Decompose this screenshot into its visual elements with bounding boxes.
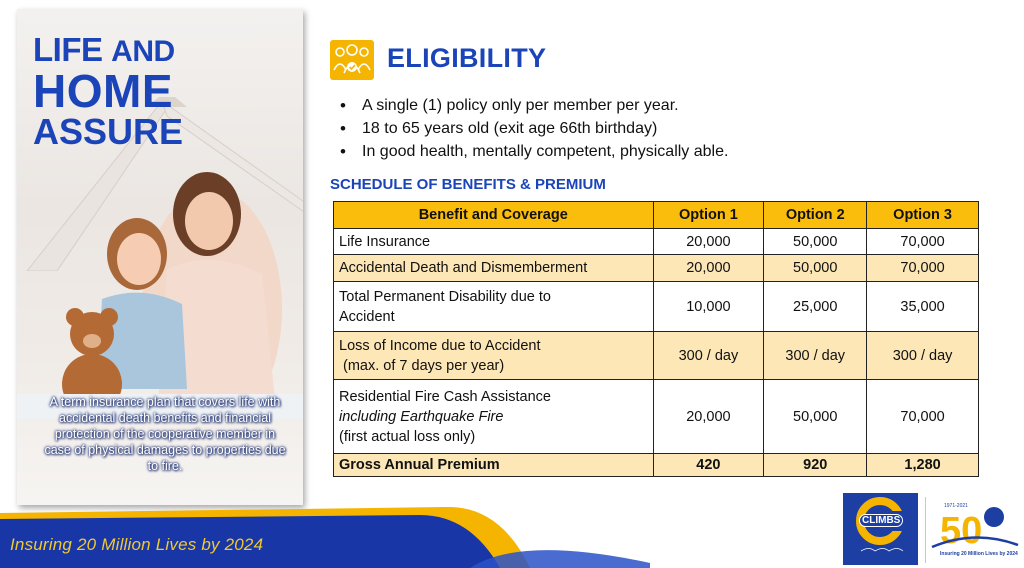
benefit-cell: Life Insurance xyxy=(334,229,654,255)
value-cell: 50,000 xyxy=(764,380,867,454)
value-cell: 70,000 xyxy=(867,229,979,255)
eligibility-list xyxy=(338,96,728,165)
benefit-line: Loss of Income due to Accident xyxy=(339,337,541,354)
title-home: HOME xyxy=(33,65,173,117)
table-row xyxy=(334,380,979,454)
value-cell: 70,000 xyxy=(867,255,979,282)
column-header: Option 1 xyxy=(653,202,764,229)
benefit-cell xyxy=(334,332,654,380)
benefit-line: Residential Fire Cash Assistance xyxy=(339,388,551,405)
table-header-row xyxy=(334,202,979,229)
poster-title xyxy=(33,33,183,150)
climbs-logo xyxy=(843,493,918,565)
anniversary-years: 1971-2021 xyxy=(944,503,968,509)
value-cell: 20,000 xyxy=(653,380,764,454)
table-row xyxy=(334,229,979,255)
premium-value: 920 xyxy=(764,454,867,477)
value-cell: 70,000 xyxy=(867,380,979,454)
column-header: Option 3 xyxy=(867,202,979,229)
poster-description: A term insurance plan that covers life with accidental death benefits and financial protection of the cooperative member in case of physical damages to properties due to fire. xyxy=(44,395,286,473)
premium-value: 420 xyxy=(653,454,764,477)
anniversary-number: 50 xyxy=(940,510,983,552)
eligibility-item: • A single (1) policy only per member per year. xyxy=(338,96,728,119)
premium-label: Gross Annual Premium xyxy=(334,454,654,477)
premium-value: 1,280 xyxy=(867,454,979,477)
logo-divider xyxy=(925,497,926,563)
value-cell: 50,000 xyxy=(764,255,867,282)
table-row xyxy=(334,255,979,282)
value-cell: 300 / day xyxy=(867,332,979,380)
value-cell: 300 / day xyxy=(653,332,764,380)
people-check-icon xyxy=(330,40,374,80)
value-cell: 20,000 xyxy=(653,255,764,282)
climbs-wordmark: CLIMBS xyxy=(859,514,903,527)
value-cell: 35,000 xyxy=(867,282,979,332)
table-row xyxy=(334,332,979,380)
footer-tagline: Insuring 20 Million Lives by 2024 xyxy=(10,535,264,554)
premium-row xyxy=(334,454,979,477)
value-cell: 300 / day xyxy=(764,332,867,380)
benefit-cell: Accidental Death and Dismemberment xyxy=(334,255,654,282)
value-cell: 20,000 xyxy=(653,229,764,255)
eligibility-item: • 18 to 65 years old (exit age 66th birthday) xyxy=(338,119,728,142)
eligibility-heading: ELIGIBILITY xyxy=(387,43,547,73)
benefit-cell xyxy=(334,380,654,454)
column-header: Option 2 xyxy=(764,202,867,229)
family-photo xyxy=(17,159,303,419)
product-poster xyxy=(17,9,303,505)
anniversary-tagline: Insuring 20 Million Lives by 2024 xyxy=(940,551,1018,557)
title-assure: ASSURE xyxy=(33,111,184,152)
schedule-heading: SCHEDULE OF BENEFITS & PREMIUM xyxy=(330,176,606,193)
benefit-line: (first actual loss only) xyxy=(339,428,476,445)
benefit-line: Total Permanent Disability due to xyxy=(339,288,551,305)
benefit-line: Accident xyxy=(339,308,395,325)
benefit-line: (max. of 7 days per year) xyxy=(339,357,505,374)
benefit-line: including Earthquake Fire xyxy=(339,408,504,425)
title-life: LIFE xyxy=(33,31,103,68)
value-cell: 25,000 xyxy=(764,282,867,332)
column-header: Benefit and Coverage xyxy=(334,202,654,229)
value-cell: 10,000 xyxy=(653,282,764,332)
table-row xyxy=(334,282,979,332)
eligibility-item: • In good health, mentally competent, physically able. xyxy=(338,142,728,165)
value-cell: 50,000 xyxy=(764,229,867,255)
benefit-cell xyxy=(334,282,654,332)
benefits-table xyxy=(333,201,979,477)
title-and: AND xyxy=(111,35,175,68)
